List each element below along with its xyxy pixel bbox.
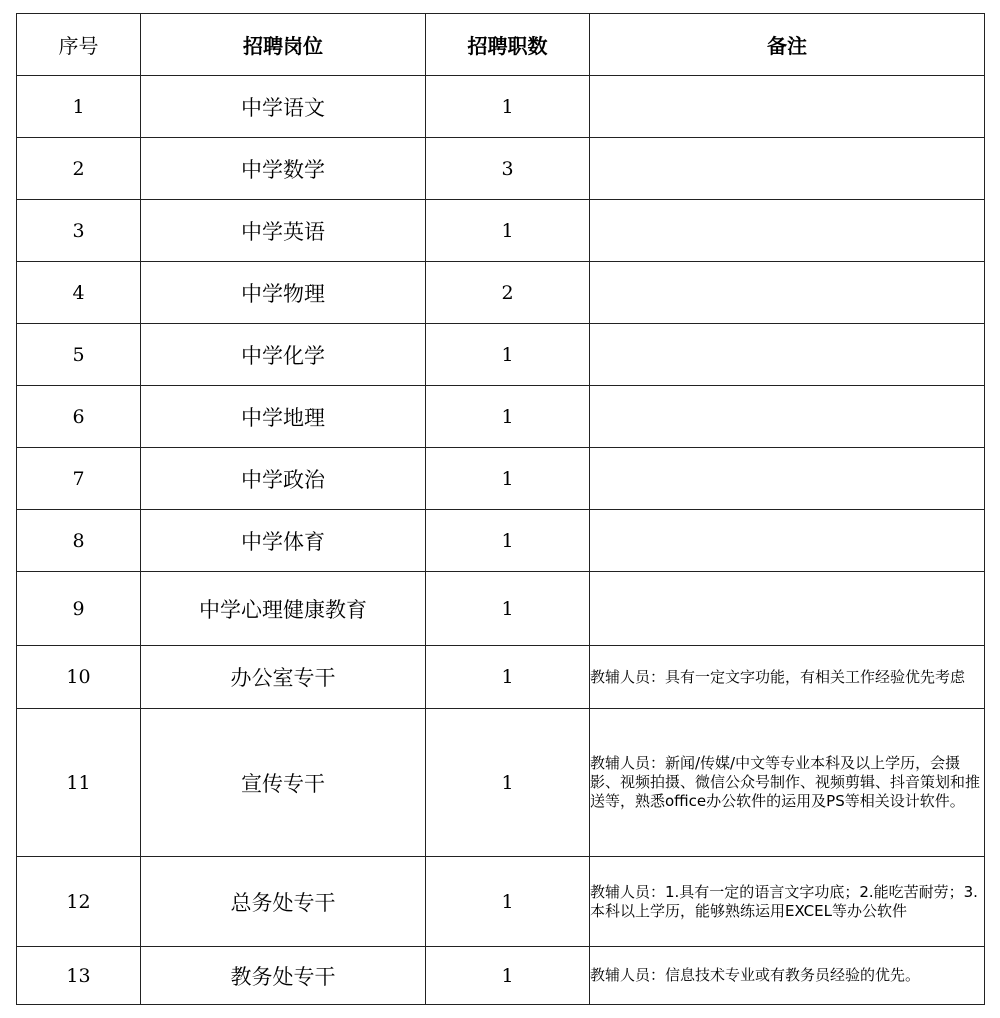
row-post: 中学化学 [141,324,426,386]
row-count: 1 [426,510,590,572]
row-count: 1 [426,709,590,857]
table-header-row [17,14,985,76]
header-count: 招聘职数 [426,14,590,76]
table-row [17,646,985,709]
row-count: 1 [426,386,590,448]
table-row [17,857,985,947]
row-remark: 教辅人员：新闻/传媒/中文等专业本科及以上学历，会摄影、视频拍摄、微信公众号制作、视频剪辑、抖音策划和推送等，熟悉office办公软件的运用及PS等相关设计软件。 [590,709,985,857]
row-no: 4 [17,262,141,324]
row-no: 11 [17,709,141,857]
row-no: 13 [17,947,141,1005]
row-post: 中学英语 [141,200,426,262]
row-count: 1 [426,76,590,138]
row-post: 中学心理健康教育 [141,572,426,646]
row-post: 中学语文 [141,76,426,138]
row-post: 中学物理 [141,262,426,324]
table-row [17,138,985,200]
table-row [17,386,985,448]
table-row [17,510,985,572]
row-remark [590,262,985,324]
row-remark [590,386,985,448]
row-post: 教务处专干 [141,947,426,1005]
row-remark [590,76,985,138]
row-remark [590,510,985,572]
row-post: 中学政治 [141,448,426,510]
row-count: 1 [426,200,590,262]
row-no: 6 [17,386,141,448]
row-remark: 教辅人员：信息技术专业或有教务员经验的优先。 [590,947,985,1005]
table-row [17,947,985,1005]
header-remark: 备注 [590,14,985,76]
row-remark [590,138,985,200]
row-count: 1 [426,324,590,386]
row-post: 中学地理 [141,386,426,448]
row-remark: 教辅人员：1.具有一定的语言文字功底；2.能吃苦耐劳；3.本科以上学历，能够熟练运用EXCEL等办公软件 [590,857,985,947]
row-post: 中学体育 [141,510,426,572]
row-remark [590,572,985,646]
row-no: 2 [17,138,141,200]
table-row [17,324,985,386]
row-count: 3 [426,138,590,200]
row-remark [590,200,985,262]
row-post: 宣传专干 [141,709,426,857]
row-post: 办公室专干 [141,646,426,709]
table-row [17,572,985,646]
table-row [17,200,985,262]
recruitment-table [16,13,985,1005]
header-no: 序号 [17,14,141,76]
table-row [17,262,985,324]
header-post: 招聘岗位 [141,14,426,76]
row-count: 1 [426,572,590,646]
row-post: 中学数学 [141,138,426,200]
row-no: 9 [17,572,141,646]
row-remark [590,448,985,510]
table-row [17,709,985,857]
table-row [17,448,985,510]
row-count: 1 [426,947,590,1005]
row-count: 1 [426,646,590,709]
row-no: 8 [17,510,141,572]
row-no: 1 [17,76,141,138]
row-remark [590,324,985,386]
row-count: 1 [426,448,590,510]
row-remark: 教辅人员：具有一定文字功能，有相关工作经验优先考虑 [590,646,985,709]
row-count: 2 [426,262,590,324]
row-count: 1 [426,857,590,947]
table-row [17,76,985,138]
row-no: 3 [17,200,141,262]
row-no: 5 [17,324,141,386]
row-post: 总务处专干 [141,857,426,947]
row-no: 10 [17,646,141,709]
row-no: 7 [17,448,141,510]
row-no: 12 [17,857,141,947]
